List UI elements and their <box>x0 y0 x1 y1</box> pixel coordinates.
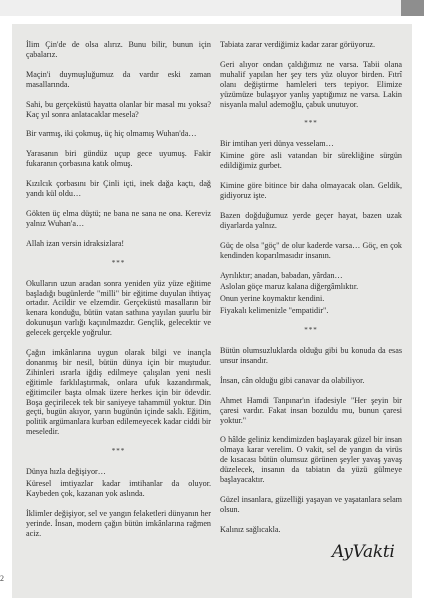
paragraph: Güzel insanlara, güzelliği yaşayan ve yaşatanlara selam olsun. <box>220 495 402 514</box>
paragraph: Bazen doğduğumuz yerde geçer hayat, bazen uzak diyarlarda yalnız. <box>220 210 402 230</box>
section-separator: *** <box>304 326 318 335</box>
paragraph: Dünya hızla değişiyor… <box>26 467 106 477</box>
paragraph: İklimler değişiyor, sel ve yangın felaketleri dünyanın her yerinde. İnsan, modern çağın bütün imkânlarına rağmen aciz. <box>26 508 211 538</box>
paragraph: Ayrılıktır; anadan, babadan, yârdan… <box>220 270 343 280</box>
section-separator: *** <box>304 119 318 128</box>
paragraph: İlim Çin'de de olsa alırız. Bunu bilir, bunun için çabalarız. <box>26 40 211 59</box>
paragraph: Yarasanın biri gündüz uçup gece uyumuş. Fakir fukaranın çorbasına katık olmuş. <box>26 149 211 169</box>
paragraph: Küresel imtiyazlar kadar imtihanlar da oluyor. Kaybeden çok, kazanan yok aslında. <box>26 479 211 498</box>
paragraph: Güç de olsa "göç" de olur kaderde varsa… Göç, en çok kendinden koparılmasıdır insanın. <box>220 240 402 260</box>
paragraph: Kalınız sağlıcakla. <box>220 524 281 534</box>
paragraph: Gökten üç elma düştü; ne bana ne sana ne ona. Kereviz yalnız Wuhan'a… <box>26 208 211 228</box>
paragraph: Çağın imkânlarına uygun olarak bilgi ve inançla donanmış bir nesil, bütün dünya için bir muştudur. Zihinleri ısrarla iğdiş edilmeye çalışılan yeni nesli eğitimle farklılaştırmak, onlara ufuk kazandırmak, eğitimciler başta olmak üzere herkes için bir ödevdir. Boşa geçirilecek tek bir saniyeye tahammül yoktur. Din geçti, bugün akıyor, yarın bugünün içinde saklı. Eğitim, politik argümanlara kurban edilemeyecek kadar ciddi bir meseledir. <box>26 348 211 437</box>
left-column <box>26 40 211 549</box>
paragraph: İnsan, cân olduğu gibi canavar da olabiliyor. <box>220 375 365 385</box>
magazine-logo: AyVakti <box>332 542 395 562</box>
section-separator: *** <box>111 447 126 456</box>
paragraph: Okulların uzun aradan sonra yeniden yüz yüze eğitime başladığı bugünlerde "milli" bir eğitime duyulan ihtiyaç ortadır. Acildir ve elzemdir. Gerçeküstü masalların bir kenara konduğu, bütün vatan sathına yayılan şuurlu bir dokunuşun varlığı kaçınılmazdır. Gençlik, gelecektir ve gelecek gerçekle yoğrulur. <box>26 278 211 338</box>
paragraph: Ahmet Hamdi Tanpınar'ın ifadesiyle "Her şeyin bir çaresi vardır. Fakat insan bozuldu mu, bunun çaresi yoktur." <box>220 395 402 425</box>
paragraph: Fiyakalı kelimenizle "empatidir". <box>220 306 329 316</box>
header-band <box>0 0 424 16</box>
paragraph: Aslolan göçe maruz kalana diğergâmlıktır. <box>220 282 359 292</box>
page-number: 2 <box>0 574 4 583</box>
paragraph: Bir imtihan yeri dünya vesselam… <box>220 139 334 149</box>
paragraph: Bir varmış, iki çokmuş, üç hiç olmamış Wuhan'da… <box>26 129 197 139</box>
paragraph: Kimine göre asli vatandan bir sürekliğine sürgün edildiğimiz gurbet. <box>220 151 402 171</box>
paragraph: Allah izan versin idraksizlara! <box>26 238 125 248</box>
paragraph: Bütün olumsuzluklarda olduğu gibi bu konuda da esas unsur insandır. <box>220 346 402 365</box>
paragraph: Kızılcık çorbasını bir Çinli içti, inek dağa kaçtı, dağ yandı kül oldu… <box>26 179 211 199</box>
right-column <box>220 40 402 545</box>
paragraph: Maçin'i duymuşluğumuz da vardır eski zaman masallarında. <box>26 69 211 89</box>
section-separator: *** <box>111 258 126 267</box>
paragraph: Sahi, bu gerçeküstü hayatta olanlar bir masal mı yoksa? Kaç yıl sonra anlatacaklar mesela? <box>26 99 211 119</box>
paragraph: Geri alıyor ondan çaldığımız ne varsa. Tabii olana muhalif yapılan her şey ters yüz oluyor birden. Fıtrî olanı değiştirme hamleleri ters tepiyor. Elimize yüzümüze bulaşıyor yanlış yaptığımız ne varsa. Lakin nisyanla malul ademoğlu, çabuk unutuyor. <box>220 59 402 109</box>
paragraph: Tabiata zarar verdiğimiz kadar zarar görüyoruz. <box>220 40 376 49</box>
paragraph: Kimine göre bitince bir daha olmayacak olan. Geldik, gidiyoruz işte. <box>220 181 402 200</box>
paragraph: O hâlde geliniz kendimizden başlayarak güzel bir insan olmaya karar verelim. O vakit, sel de yangın da virüs de kısacası bütün olumsuz görünen şeyler yavaş yavaş düzelecek, insanın da tabiatın da yüzü gülmeye başlayacaktır. <box>220 435 402 485</box>
paragraph: Onun yerine koymaktır kendini. <box>220 294 325 304</box>
header-tab <box>401 0 424 16</box>
